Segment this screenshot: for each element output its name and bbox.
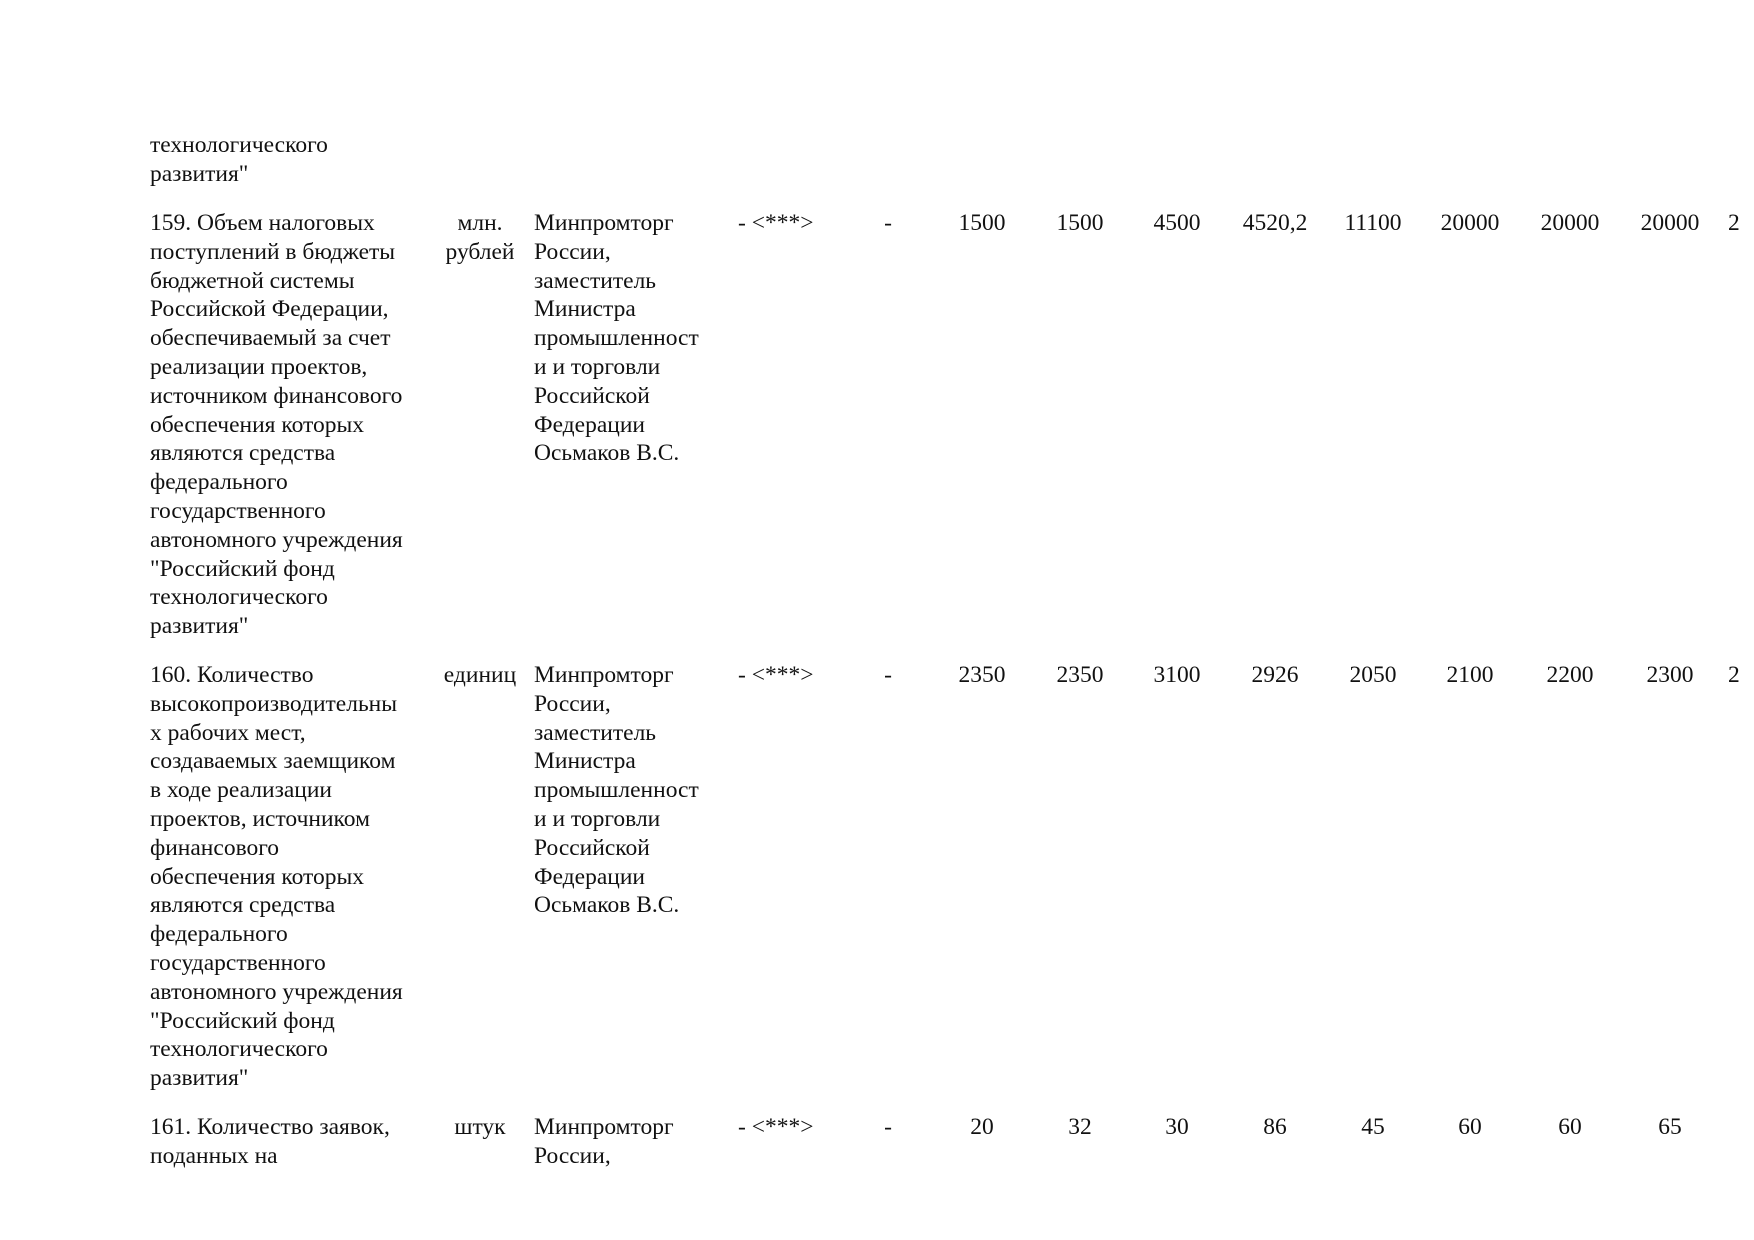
- row-160-responsible: Минпромторг России, заместитель Министра промышленност и и торговли Российской Федерации Осьмаков В.С.: [534, 662, 699, 919]
- row-159-value: 20000: [1540, 210, 1600, 236]
- row-161-value: 65: [1658, 1114, 1682, 1140]
- row-161-value: 30: [1165, 1114, 1189, 1140]
- row-159-value-clipped: 2: [1728, 210, 1740, 236]
- row-name-continuation: технологического развития": [150, 132, 328, 187]
- row-159-value: 11100: [1344, 210, 1402, 236]
- row-159-value: 4520,2: [1242, 210, 1308, 236]
- row-160-value: 2100: [1446, 662, 1494, 688]
- row-160-dash: -: [884, 662, 892, 688]
- row-159-responsible: Минпромторг России, заместитель Министра промышленност и и торговли Российской Федерации Осьмаков В.С.: [534, 210, 699, 467]
- row-161-value: 32: [1068, 1114, 1092, 1140]
- row-159-name: 159. Объем налоговых поступлений в бюджеты бюджетной системы Российской Федерации, обеспечиваемый за счет реализации проектов, источником финансового обеспечения которых являются средства федерального государственного автономного учреждения "Российский фонд технологического развития": [150, 210, 403, 640]
- row-159-value: 20000: [1440, 210, 1500, 236]
- row-161-name: 161. Количество заявок, поданных на: [150, 1114, 390, 1169]
- row-159-value: 4500: [1153, 210, 1201, 236]
- row-160-value: 2300: [1646, 662, 1694, 688]
- row-160-value: 2050: [1349, 662, 1397, 688]
- row-161-value: 86: [1263, 1114, 1287, 1140]
- row-160-value: 2350: [1056, 662, 1104, 688]
- row-160-value-clipped: 2: [1728, 662, 1740, 688]
- row-161-responsible: Минпромторг России,: [534, 1114, 674, 1169]
- row-160-base: - <***>: [738, 662, 814, 688]
- row-161-value: 60: [1458, 1114, 1482, 1140]
- row-159-value: 20000: [1640, 210, 1700, 236]
- row-159-dash: -: [884, 210, 892, 236]
- row-161-unit: штук: [454, 1114, 506, 1140]
- row-161-value: 45: [1361, 1114, 1385, 1140]
- row-161-dash: -: [884, 1114, 892, 1140]
- row-159-unit: млн. рублей: [445, 210, 515, 265]
- row-159-value: 1500: [958, 210, 1006, 236]
- row-160-value: 2350: [958, 662, 1006, 688]
- row-161-value: 60: [1558, 1114, 1582, 1140]
- row-161-value: 20: [970, 1114, 994, 1140]
- row-160-name: 160. Количество высокопроизводительны х рабочих мест, создаваемых заемщиком в ходе реализации проектов, источником финансового обеспечения которых являются средства федерального государственного автономного учреждения "Российский фонд технологического развития": [150, 662, 403, 1092]
- row-159-value: 1500: [1056, 210, 1104, 236]
- row-160-value: 2200: [1546, 662, 1594, 688]
- row-161-base: - <***>: [738, 1114, 814, 1140]
- row-160-value: 3100: [1153, 662, 1201, 688]
- row-160-value: 2926: [1251, 662, 1299, 688]
- row-160-unit: единиц: [443, 662, 517, 688]
- row-159-base: - <***>: [738, 210, 814, 236]
